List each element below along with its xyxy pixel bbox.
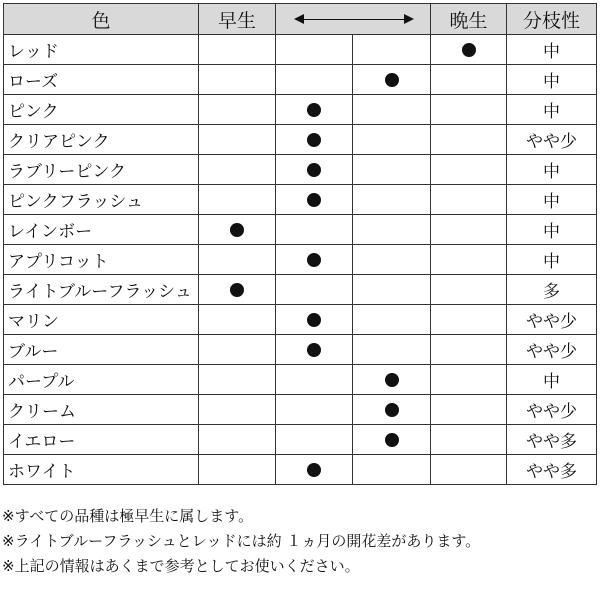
bullet-dot-icon [462, 43, 476, 57]
timing-cell [431, 275, 507, 305]
header-early: 早生 [199, 4, 276, 35]
table-row [4, 155, 597, 185]
timing-cell [199, 365, 276, 395]
variety-name: レッド [4, 35, 199, 65]
table-row [4, 95, 597, 125]
timing-cell [276, 65, 353, 95]
timing-cell [353, 305, 431, 335]
header-branching: 分枝性 [507, 4, 597, 35]
timing-cell [431, 395, 507, 425]
timing-cell [353, 95, 431, 125]
branching-value: 中 [507, 245, 597, 275]
table-row [4, 215, 597, 245]
timing-cell [353, 35, 431, 65]
timing-cell [353, 185, 431, 215]
variety-name: ローズ [4, 65, 199, 95]
variety-name: パープル [4, 365, 199, 395]
table-row [4, 185, 597, 215]
note-3: ※上記の情報はあくまで参考としてお使いください。 [2, 557, 360, 575]
header-arrow-cell [276, 4, 431, 35]
bullet-dot-icon [385, 73, 399, 87]
bullet-dot-icon [230, 223, 244, 237]
arrow-right-head [404, 14, 414, 24]
timing-cell [431, 425, 507, 455]
variety-name: クリーム [4, 395, 199, 425]
branching-value: 中 [507, 95, 597, 125]
timing-cell [353, 215, 431, 245]
timing-cell [199, 185, 276, 215]
timing-cell [199, 245, 276, 275]
variety-name: マリン [4, 305, 199, 335]
timing-cell [199, 35, 276, 65]
table-row [4, 65, 597, 95]
table-row [4, 275, 597, 305]
bullet-dot-icon [307, 193, 321, 207]
bullet-dot-icon [307, 163, 321, 177]
timing-cell [276, 335, 353, 365]
double-arrow-icon [296, 19, 412, 20]
bullet-dot-icon [307, 313, 321, 327]
variety-name: ライトブルーフラッシュ [4, 275, 199, 305]
variety-name: ラブリーピンク [4, 155, 199, 185]
bullet-dot-icon [307, 133, 321, 147]
timing-cell [431, 215, 507, 245]
timing-cell [276, 365, 353, 395]
timing-cell [353, 335, 431, 365]
timing-cell [276, 275, 353, 305]
timing-cell [199, 275, 276, 305]
timing-cell [276, 245, 353, 275]
branching-value: 中 [507, 155, 597, 185]
bullet-dot-icon [307, 463, 321, 477]
branching-value: 中 [507, 365, 597, 395]
timing-cell [431, 35, 507, 65]
timing-cell [199, 95, 276, 125]
header-late: 晩生 [431, 4, 507, 35]
branching-value: やや多 [507, 455, 597, 485]
timing-cell [199, 455, 276, 485]
table-row [4, 455, 597, 485]
bullet-dot-icon [307, 343, 321, 357]
timing-cell [431, 95, 507, 125]
table-row [4, 245, 597, 275]
branching-value: やや少 [507, 305, 597, 335]
arrow-left-head [294, 14, 304, 24]
variety-name: ピンク [4, 95, 199, 125]
timing-cell [431, 305, 507, 335]
timing-cell [431, 155, 507, 185]
timing-cell [276, 215, 353, 245]
note-1: ※すべての品種は極早生に属します。 [2, 507, 254, 525]
timing-cell [199, 155, 276, 185]
timing-cell [431, 125, 507, 155]
timing-cell [276, 425, 353, 455]
timing-cell [276, 35, 353, 65]
table-row [4, 395, 597, 425]
variety-name: ブルー [4, 335, 199, 365]
branching-value: やや少 [507, 125, 597, 155]
table-row [4, 425, 597, 455]
timing-cell [199, 395, 276, 425]
variety-name: クリアピンク [4, 125, 199, 155]
variety-name: イエロー [4, 425, 199, 455]
timing-cell [431, 365, 507, 395]
table-row [4, 35, 597, 65]
timing-cell [199, 425, 276, 455]
timing-cell [276, 395, 353, 425]
timing-cell [431, 455, 507, 485]
notes-section [2, 504, 480, 579]
bullet-dot-icon [230, 283, 244, 297]
timing-cell [431, 185, 507, 215]
timing-cell [431, 335, 507, 365]
timing-cell [353, 275, 431, 305]
table-row [4, 365, 597, 395]
branching-value: 中 [507, 35, 597, 65]
bullet-dot-icon [385, 433, 399, 447]
timing-cell [353, 455, 431, 485]
timing-cell [353, 245, 431, 275]
timing-cell [353, 155, 431, 185]
branching-value: 中 [507, 185, 597, 215]
variety-name: アプリコット [4, 245, 199, 275]
timing-cell [199, 305, 276, 335]
timing-cell [199, 65, 276, 95]
header-row [4, 4, 597, 35]
bullet-dot-icon [307, 253, 321, 267]
timing-cell [353, 395, 431, 425]
timing-cell [199, 335, 276, 365]
note-2: ※ライトブルーフラッシュとレッドには約 １ヵ月の開花差があります。 [2, 532, 481, 550]
timing-cell [276, 455, 353, 485]
branching-value: やや少 [507, 395, 597, 425]
timing-cell [276, 125, 353, 155]
timing-cell [199, 125, 276, 155]
timing-cell [353, 65, 431, 95]
timing-cell [199, 215, 276, 245]
timing-cell [276, 95, 353, 125]
header-color: 色 [4, 4, 199, 35]
timing-cell [276, 155, 353, 185]
bullet-dot-icon [385, 373, 399, 387]
timing-cell [431, 245, 507, 275]
timing-cell [353, 365, 431, 395]
timing-cell [276, 305, 353, 335]
branching-value: 中 [507, 215, 597, 245]
variety-name: レインボー [4, 215, 199, 245]
table-row [4, 305, 597, 335]
timing-cell [431, 65, 507, 95]
branching-value: 中 [507, 65, 597, 95]
table-row [4, 125, 597, 155]
timing-cell [276, 185, 353, 215]
bloom-timing-table [3, 3, 597, 485]
table-row [4, 335, 597, 365]
table-body [4, 35, 597, 485]
branching-value: 多 [507, 275, 597, 305]
branching-value: やや多 [507, 425, 597, 455]
variety-name: ピンクフラッシュ [4, 185, 199, 215]
timing-cell [353, 125, 431, 155]
bullet-dot-icon [307, 103, 321, 117]
branching-value: やや少 [507, 335, 597, 365]
variety-name: ホワイト [4, 455, 199, 485]
bullet-dot-icon [385, 403, 399, 417]
timing-cell [353, 425, 431, 455]
